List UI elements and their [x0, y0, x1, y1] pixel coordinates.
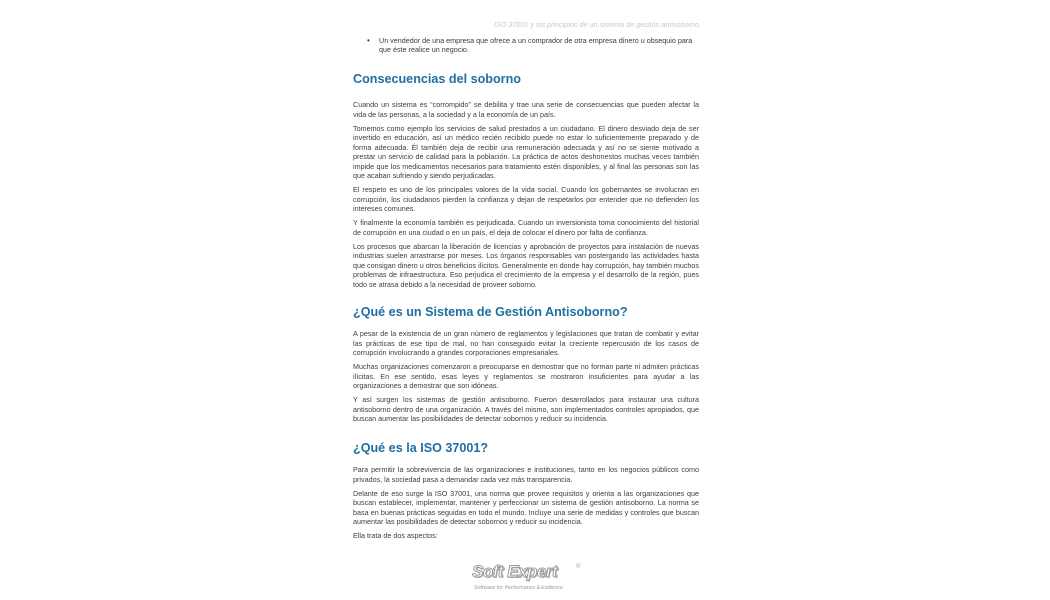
logo-tagline: Software for Performance Excellence [474, 585, 563, 591]
paragraph: Delante de eso surge la ISO 37001, una norma que provee requisitos y orienta a las organizaciones que buscan establecer, implementar, mantener y perfeccionar un sistema de gestión antisoborno. La norma se basa en buenas prácticas seguidas en todo el mundo. Incluye una serie de medidas y controles que buscan aumentar las posibilidades de detectar sobornos y reducir su incidencia. [353, 488, 699, 527]
document-page [353, 0, 699, 600]
section-title-iso-37001: ¿Qué es la ISO 37001? [353, 441, 489, 455]
section-body-consecuencias [353, 100, 699, 294]
paragraph: Ella trata de dos aspectos: [353, 531, 438, 541]
bullet-text: Un vendedor de una empresa que ofrece a un comprador de otra empresa dinero u obsequio para que éste realice un negocio. [379, 36, 693, 55]
logo-wordmark: Soft Expert [472, 562, 558, 581]
section-body-iso-37001 [353, 465, 699, 545]
bullet-dot-icon: • [367, 36, 370, 45]
paragraph: Y así surgen los sistemas de gestión antisoborno. Fueron desarrollados para instaurar una cultura antisoborno dentro de una organización. A través del mismo, son implementados controles apropiados, que buscan aumentar las posibilidades de detectar sobornos y reducir su incidencia. [353, 395, 699, 424]
paragraph: A pesar de la existencia de un gran número de reglamentos y legislaciones que tratan de combatir y evitar las prácticas de ese tipo de mal, no han conseguido evitar la creciente repercusión de los casos de corrupción involucrando a grandes corporaciones empresariales. [353, 329, 699, 357]
paragraph: Para permitir la sobrevivencia de las organizaciones e instituciones, tanto en los negocios públicos como privados, la sociedad pasa a demandar cada vez más transparencia. [353, 465, 699, 484]
section-title-sistema-antisoborno: ¿Qué es un Sistema de Gestión Antisoborno? [353, 305, 628, 319]
running-header: ISO 37001 y los principios de un sistema de gestión antisoborno [494, 20, 699, 29]
paragraph: Cuando un sistema es “corrompido” se debilita y trae una serie de consecuencias que pueden afectar la vida de las personas, a la sociedad y a la economía de un país. [353, 100, 699, 119]
softexpert-logo [472, 562, 582, 596]
paragraph: Muchas organizaciones comenzaron a preocuparse en demostrar que no forman parte ni admiten prácticas ilícitas. En ese sentido, esas leyes y reglamentos se mostraron insuficientes para ayudar a las organizaciones a demostrar que son idóneas. [353, 362, 699, 391]
paragraph: Y finalmente la economía también es perjudicada. Cuando un inversionista toma conocimiento del historial de corrupción en una ciudad o en un país, el deja de colocar el dinero por falta de confianza. [353, 218, 699, 237]
bullet-item [367, 36, 699, 55]
paragraph: Tomemos como ejemplo los servicios de salud prestados a un ciudadano. El dinero desviado deja de ser invertido en educación, así un médico recién recibido puede no estar lo suficientemente preparado y de forma adecuada. Él también deja de recibir una remuneración adecuada y así no se siente motivado a prestar un servicio de calidad para la población. La práctica de actos deshonestos muchas veces también impide que los medicamentos necesarios para tratamiento estén disponibles, y al final las personas son las que acaban sufriendo y siendo perjudicadas. [353, 123, 699, 181]
section-title-consecuencias: Consecuencias del soborno [353, 72, 521, 86]
section-body-sistema-antisoborno [353, 329, 699, 428]
paragraph: Los procesos que abarcan la liberación de licencias y aprobación de proyectos para instalación de nuevas industrias suelen arrastrarse por meses. Los órganos responsables van postergando las actividades hasta que consigan dinero u otros beneficios ilícitos. Generalmente en donde hay corrupción, hay también muchos problemas de infraestructura. Eso perjudica el crecimiento de la empresa y el desarrollo de la región, pues todo se atrasa debido a la necesidad de proveer soborno. [353, 241, 700, 289]
registered-mark-icon: ® [576, 564, 581, 570]
paragraph: El respeto es uno de los principales valores de la vida social. Cuando los gobernantes se involucran en corrupción, los ciudadanos pierden la confianza y dejan de respetarlos por entender que no defienden los intereses comunes. [353, 185, 699, 214]
